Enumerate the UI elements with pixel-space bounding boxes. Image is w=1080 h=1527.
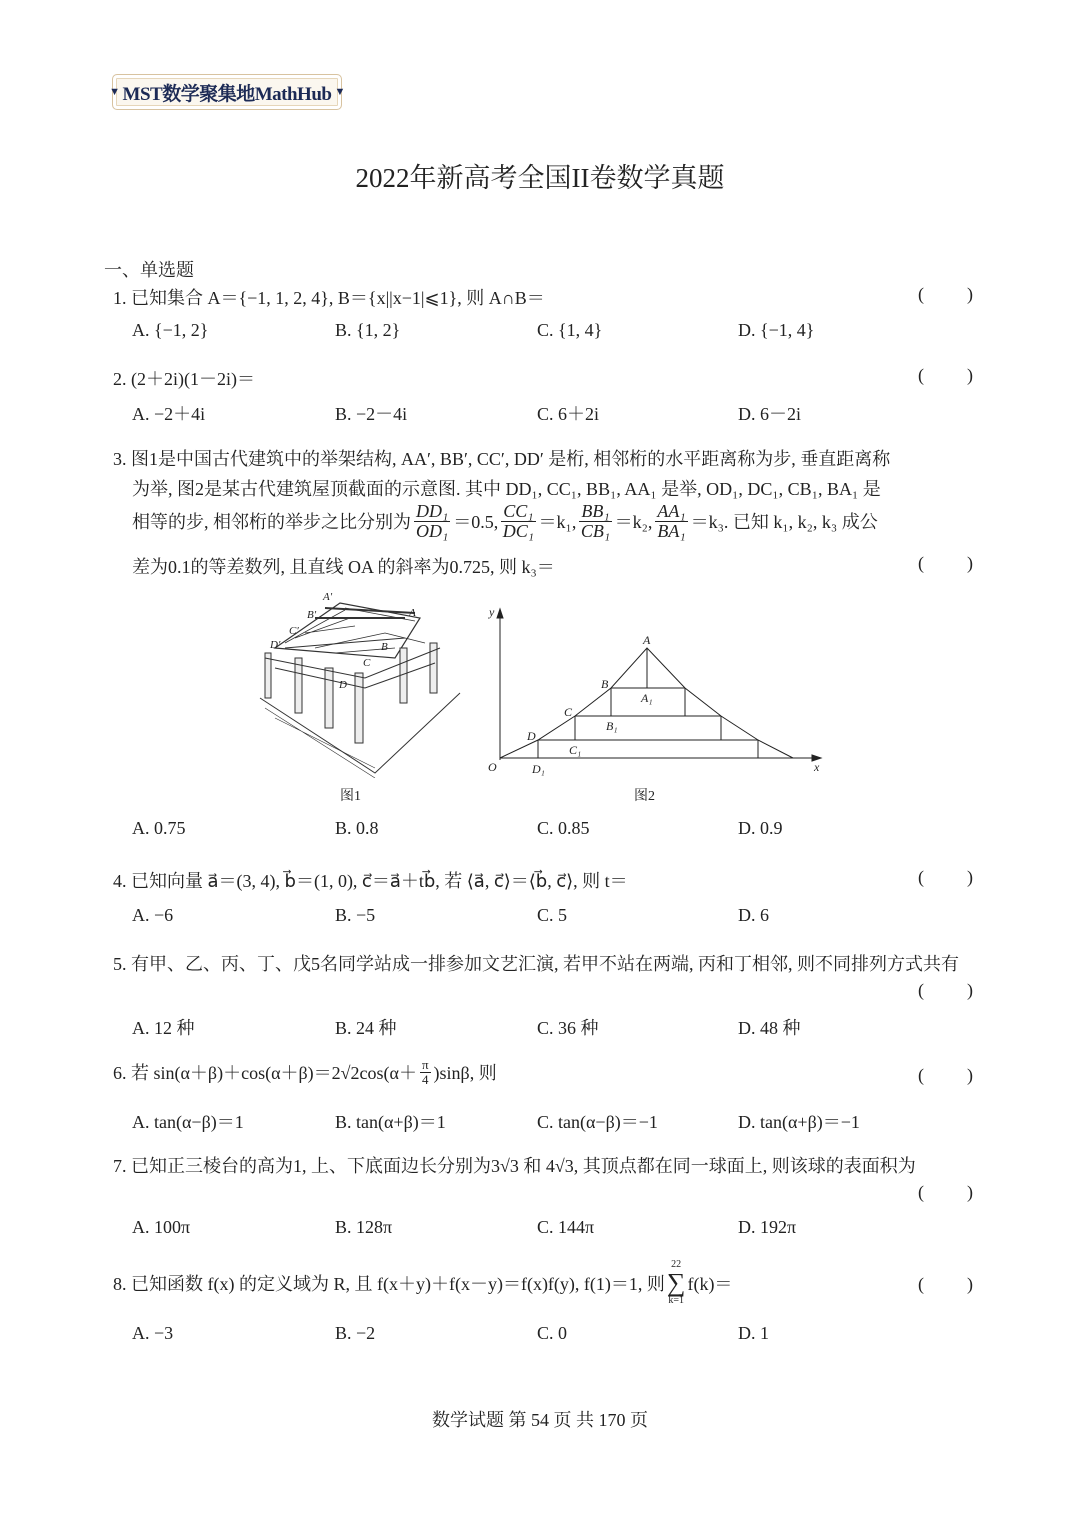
numerator: BB₁ <box>581 501 610 521</box>
fig2-label: x <box>814 760 820 774</box>
paren-open: ( <box>918 1274 924 1294</box>
fig1-label: B′ <box>307 609 317 621</box>
fig2-label: B₁ <box>606 719 618 733</box>
option-a: A. 12 种 <box>132 1018 195 1038</box>
page-footer: 数学试题 第 54 页 共 170 页 <box>432 1410 648 1430</box>
answer-paren <box>918 1274 973 1295</box>
logo-badge <box>109 74 345 110</box>
paren-open: ( <box>918 365 924 385</box>
section-heading: 一、单选题 <box>104 260 194 280</box>
option-c: C. 0.85 <box>537 818 590 838</box>
question-3-text: 相等的步, 相邻桁的举步之比分别为 <box>132 512 411 533</box>
paren-open: ( <box>918 284 924 304</box>
paren-open: ( <box>918 1182 924 1202</box>
fraction <box>414 502 450 541</box>
figure-2-caption: 图2 <box>634 789 655 804</box>
fig2-label: O <box>488 760 497 774</box>
fig1-label: C′ <box>289 625 299 637</box>
denominator: CB₁ <box>580 520 611 541</box>
fig1-label: B <box>381 641 388 653</box>
fig1-label: D <box>339 679 347 691</box>
paren-close: ) <box>967 365 973 385</box>
paren-open: ( <box>918 1065 924 1085</box>
triangle-icon: ▼ <box>334 86 345 98</box>
denominator: DC₁ <box>502 520 535 541</box>
option-c: C. 0 <box>537 1323 568 1343</box>
option-b: B. tan(α+β)＝1 <box>335 1112 446 1132</box>
paren-close: ) <box>967 1182 973 1202</box>
fraction <box>579 502 611 541</box>
option-b: B. {1, 2} <box>335 320 401 340</box>
stem-text: f(k)＝ <box>687 1274 733 1294</box>
question-3-line-1: 3. 图1是中国古代建筑中的举架结构, AA′, BB′, CC′, DD′ 是桁, 相邻桁的水平距离称为步, 垂直距离称 <box>113 449 891 469</box>
question-8-stem <box>113 1260 732 1306</box>
stem-text: 8. 已知函数 f(x) 的定义域为 R, 且 f(x＋y)＋f(x－y)＝f(x)f(y), f(1)＝1, 则 <box>113 1274 665 1294</box>
question-2-stem: 2. (2＋2i)(1－2i)＝ <box>113 369 255 389</box>
figure-1-caption: 图1 <box>340 789 361 804</box>
fig2-label: C₁ <box>569 743 582 757</box>
denominator: 4 <box>421 1071 429 1087</box>
fig2-label: C <box>564 705 573 719</box>
option-d: D. 0.9 <box>738 818 783 838</box>
fraction-result: ＝k₂, <box>614 512 653 533</box>
fig1-label: A <box>409 607 416 619</box>
option-b: B. 128π <box>335 1217 393 1237</box>
option-b: B. 0.8 <box>335 818 379 838</box>
paren-close: ) <box>967 867 973 887</box>
option-b: B. −2－4i <box>335 404 408 424</box>
option-b: B. −5 <box>335 905 376 925</box>
stem-text: 6. 若 sin(α＋β)＋cos(α＋β)＝2√2cos(α＋ <box>113 1063 417 1084</box>
denominator: BA₁ <box>657 520 686 541</box>
option-c: C. {1, 4} <box>537 320 603 340</box>
option-a: A. 100π <box>132 1217 191 1237</box>
option-a: A. −6 <box>132 905 174 925</box>
figure-1-building-sketch <box>255 588 465 778</box>
answer-paren <box>918 365 973 386</box>
answer-paren <box>918 284 973 305</box>
fraction-result: ＝k₃. 已知 k₁, k₂, k₃ 成公 <box>690 512 878 533</box>
y-axis-arrow-icon <box>497 609 503 618</box>
paren-close: ) <box>967 980 973 1000</box>
option-a: A. tan(α−β)＝1 <box>132 1112 244 1132</box>
fig2-label: B <box>601 677 609 691</box>
option-c: C. tan(α−β)＝−1 <box>537 1112 658 1132</box>
summation <box>667 1260 686 1306</box>
fig2-label: A <box>643 633 651 647</box>
paren-close: ) <box>967 553 973 573</box>
paren-close: ) <box>967 1274 973 1294</box>
question-6-stem <box>113 1058 497 1086</box>
question-3-line-3 <box>132 502 878 541</box>
answer-paren <box>918 867 973 888</box>
page-title: 2022年新高考全国II卷数学真题 <box>355 163 725 193</box>
question-5-stem: 5. 有甲、乙、丙、丁、戊5名同学站成一排参加文艺汇演, 若甲不站在两端, 丙和丁相邻, 则不同排列方式共有 <box>113 954 959 974</box>
question-3-line-2: 为举, 图2是某古代建筑屋顶截面的示意图. 其中 DD₁, CC₁, BB₁, AA₁ 是举, OD₁, DC₁, CB₁, BA₁ 是 <box>132 479 881 499</box>
answer-paren <box>918 980 973 1001</box>
option-c: C. 36 种 <box>537 1018 599 1038</box>
answer-paren <box>918 1065 973 1086</box>
option-b: B. −2 <box>335 1323 376 1343</box>
stem-text: )sinβ, 则 <box>433 1063 497 1084</box>
option-c: C. 5 <box>537 905 568 925</box>
denominator: OD₁ <box>416 520 449 541</box>
option-d: D. 6 <box>738 905 769 925</box>
question-4-stem: 4. 已知向量 a⃗＝(3, 4), b⃗＝(1, 0), c⃗＝a⃗＋tb⃗, 若 ⟨a⃗, c⃗⟩＝⟨b⃗, c⃗⟩, 则 t＝ <box>113 871 628 891</box>
fig1-label: D′ <box>270 639 281 651</box>
fig2-label: D <box>527 729 536 743</box>
paren-close: ) <box>967 284 973 304</box>
fraction <box>501 502 535 541</box>
sum-upper: 22 <box>671 1259 682 1270</box>
option-a: A. 0.75 <box>132 818 186 838</box>
answer-paren <box>918 1182 973 1203</box>
triangle-icon: ▼ <box>109 86 120 98</box>
option-d: D. 1 <box>738 1323 769 1343</box>
numerator: CC₁ <box>503 501 534 521</box>
paren-open: ( <box>918 553 924 573</box>
fig1-label: A′ <box>323 591 333 603</box>
sigma-symbol: ∑ <box>666 1268 686 1297</box>
option-d: D. 48 种 <box>738 1018 801 1038</box>
sum-lower: k=1 <box>668 1295 684 1306</box>
fig1-label: C <box>363 657 371 669</box>
fraction <box>655 502 687 541</box>
numerator: DD₁ <box>416 501 449 521</box>
option-b: B. 24 种 <box>335 1018 397 1038</box>
option-d: D. tan(α+β)＝−1 <box>738 1112 860 1132</box>
option-d: D. {−1, 4} <box>738 320 815 340</box>
fraction <box>420 1058 431 1086</box>
fraction-result: ＝0.5, <box>453 512 499 533</box>
option-d: D. 6－2i <box>738 404 801 424</box>
fig2-label: D₁ <box>532 762 545 776</box>
question-7-stem: 7. 已知正三棱台的高为1, 上、下底面边长分别为3√3 和 4√3, 其顶点都在同一球面上, 则该球的表面积为 <box>113 1156 916 1176</box>
option-d: D. 192π <box>738 1217 797 1237</box>
answer-paren <box>918 553 973 574</box>
logo-text: MST数学聚集地MathHub <box>122 83 332 105</box>
paren-close: ) <box>967 1065 973 1085</box>
paren-open: ( <box>918 980 924 1000</box>
option-a: A. {−1, 2} <box>132 320 209 340</box>
option-a: A. −2＋4i <box>132 404 206 424</box>
question-3-line-4: 差为0.1的等差数列, 且直线 OA 的斜率为0.725, 则 k₃＝ <box>132 557 555 577</box>
option-a: A. −3 <box>132 1323 174 1343</box>
question-1-stem: 1. 已知集合 A＝{−1, 1, 2, 4}, B＝{x||x−1|⩽1}, 则 A∩B＝ <box>113 288 545 308</box>
paren-open: ( <box>918 867 924 887</box>
numerator: AA₁ <box>657 501 686 521</box>
option-c: C. 6＋2i <box>537 404 600 424</box>
figure-2-roof-diagram <box>480 600 830 780</box>
fig2-label: y <box>489 605 495 619</box>
fraction-result: ＝k₁, <box>538 512 577 533</box>
numerator: π <box>421 1057 429 1072</box>
fig2-label: A₁ <box>641 691 653 705</box>
option-c: C. 144π <box>537 1217 595 1237</box>
